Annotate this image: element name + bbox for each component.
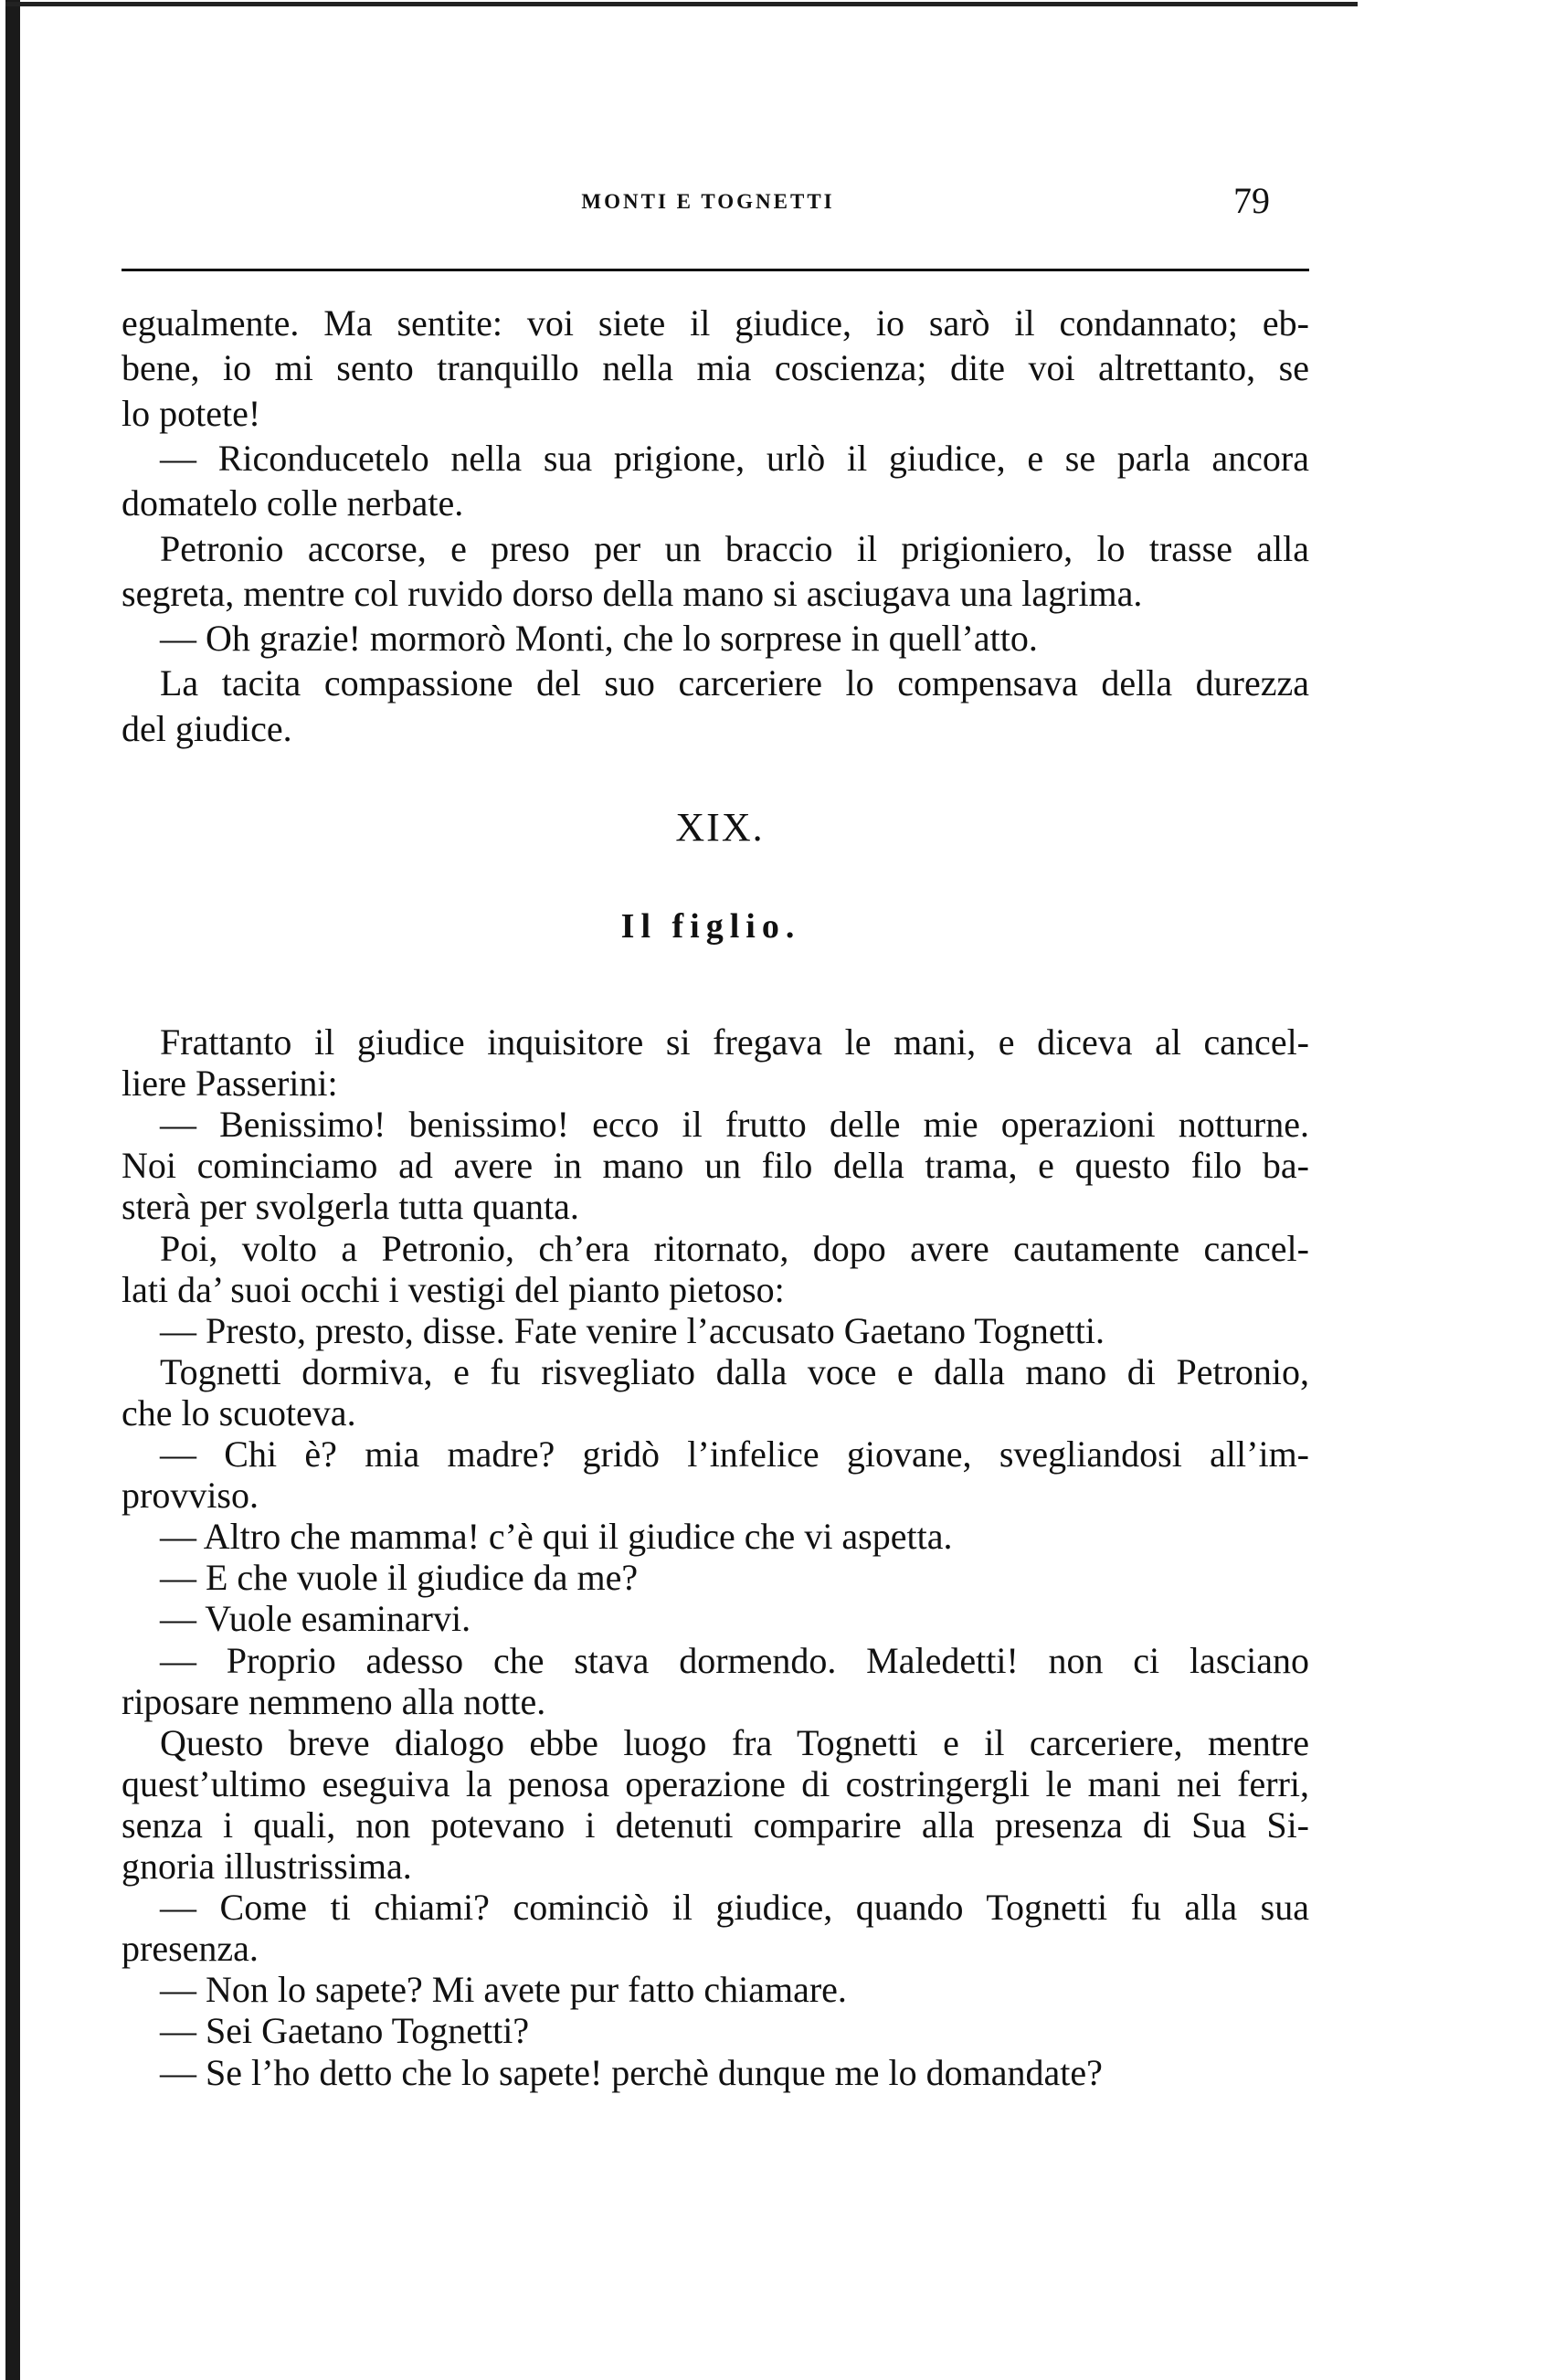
text-line: Tognetti dormiva, e fu risvegliato dalla voce e dalla mano di Petronio,	[160, 1351, 1309, 1392]
page-spine-edge	[5, 0, 20, 2380]
text-line: presenza.	[122, 1928, 259, 1969]
text-line: gnoria illustrissima.	[122, 1846, 412, 1887]
text-line: Poi, volto a Petronio, ch’era ritornato, dopo avere cautamente cancel-	[160, 1228, 1309, 1269]
text-line: — Non lo sapete? Mi avete pur fatto chiamare.	[160, 1969, 847, 2010]
text-line: — Oh grazie! mormorò Monti, che lo sorprese in quell’atto.	[160, 618, 1038, 659]
text-line: — Proprio adesso che stava dormendo. Maledetti! non ci lasciano	[160, 1640, 1309, 1681]
text-line: quest’ultimo eseguiva la penosa operazione di costringergli le mani nei ferri,	[122, 1763, 1309, 1804]
running-title: MONTI E TOGNETTI	[581, 190, 835, 213]
text-line: — Vuole esaminarvi.	[160, 1598, 471, 1639]
text-line: — Riconducetelo nella sua prigione, urlò il giudice, e se parla ancora	[160, 438, 1309, 479]
text-line: Questo breve dialogo ebbe luogo fra Tognetti e il carceriere, mentre	[160, 1722, 1309, 1763]
text-line: bene, io mi sento tranquillo nella mia coscienza; dite voi altrettanto, se	[122, 347, 1309, 388]
chapter-title: Il figlio.	[620, 907, 801, 946]
text-line: — Benissimo! benissimo! ecco il frutto delle mie operazioni notturne.	[160, 1104, 1309, 1145]
text-line: Petronio accorse, e preso per un braccio il prigioniero, lo trasse alla	[160, 528, 1309, 569]
text-line: — Altro che mamma! c’è qui il giudice che vi aspetta.	[160, 1516, 953, 1557]
chapter-number: XIX.	[675, 805, 765, 850]
text-line: lo potete!	[122, 393, 261, 434]
text-line: domatelo colle nerbate.	[122, 482, 464, 524]
text-line: La tacita compassione del suo carceriere lo compensava della durezza	[160, 662, 1309, 703]
page-number: 79	[1233, 180, 1270, 221]
text-line: Frattanto il giudice inquisitore si fregava le mani, e diceva al cancel-	[160, 1021, 1309, 1063]
page-top-edge	[5, 2, 1358, 6]
text-line: segreta, mentre col ruvido dorso della mano si asciugava una lagrima.	[122, 573, 1143, 614]
text-line: — Presto, presto, disse. Fate venire l’accusato Gaetano Tognetti.	[160, 1310, 1105, 1351]
text-line: provviso.	[122, 1475, 259, 1516]
text-line: — Come ti chiami? cominciò il giudice, quando Tognetti fu alla sua	[160, 1887, 1309, 1928]
text-line: — E che vuole il giudice da me?	[160, 1557, 639, 1598]
text-line: che lo scuoteva.	[122, 1392, 356, 1433]
text-line: sterà per svolgerla tutta quanta.	[122, 1186, 579, 1227]
text-line: lati da’ suoi occhi i vestigi del pianto pietoso:	[122, 1269, 785, 1310]
text-line: riposare nemmeno alla notte.	[122, 1681, 546, 1722]
text-line: Noi cominciamo ad avere in mano un filo della trama, e questo filo ba-	[122, 1145, 1309, 1186]
text-line: — Sei Gaetano Tognetti?	[160, 2010, 530, 2051]
text-line: — Se l’ho detto che lo sapete! perchè dunque me lo domandate?	[160, 2052, 1103, 2093]
header-rule	[122, 269, 1309, 271]
text-line: egualmente. Ma sentite: voi siete il giudice, io sarò il condannato; eb-	[122, 302, 1309, 344]
text-line: del giudice.	[122, 708, 292, 749]
text-line: senza i quali, non potevano i detenuti comparire alla presenza di Sua Si-	[122, 1804, 1309, 1846]
text-line: — Chi è? mia madre? gridò l’infelice giovane, svegliandosi all’im-	[160, 1433, 1309, 1475]
text-line: liere Passerini:	[122, 1063, 338, 1104]
